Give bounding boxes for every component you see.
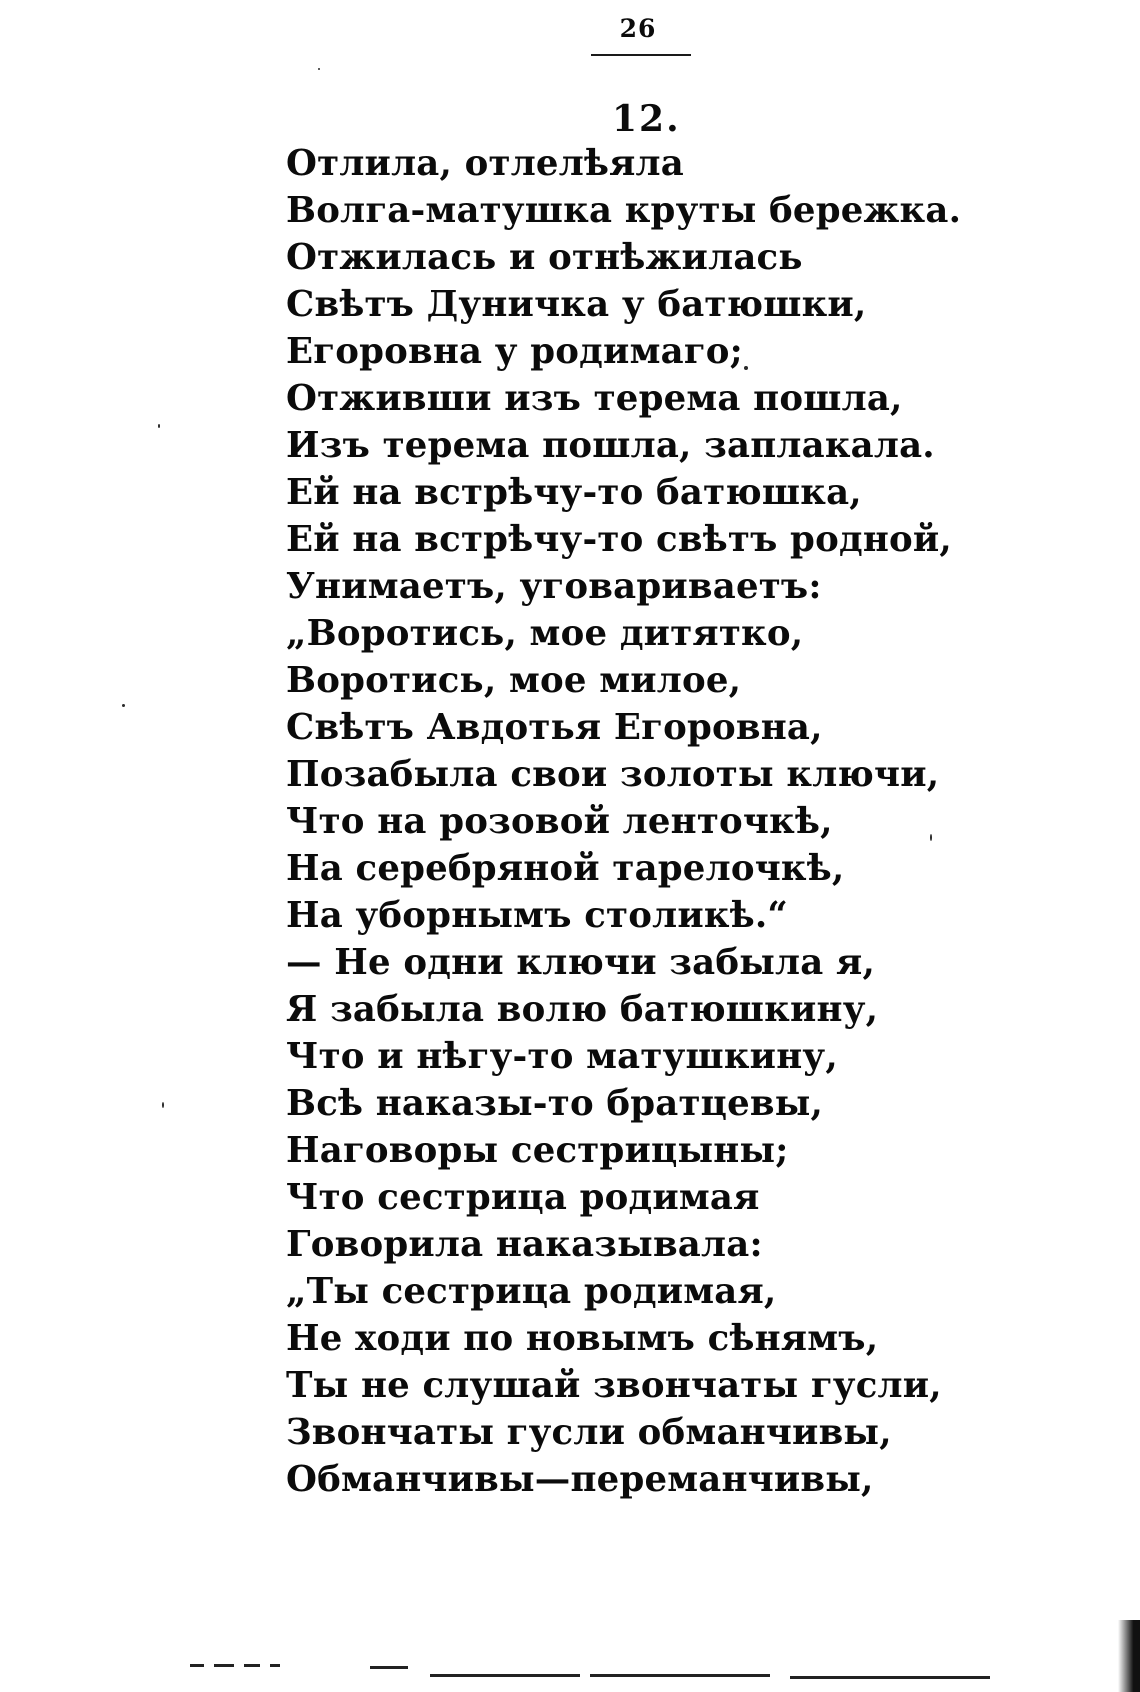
verse-line: Свѣтъ Авдотья Егоровна,: [286, 707, 823, 748]
verse-line: Отлила, отлелѣяла: [286, 143, 684, 184]
verse-line: Что и нѣгу-то матушкину,: [286, 1036, 838, 1077]
verse-line: Наговоры сестрицыны;: [286, 1130, 789, 1171]
poem-number: 12.: [612, 98, 681, 140]
verse-line: На уборнымъ столикѣ.“: [286, 895, 789, 936]
scan-edge-shadow: [1118, 1620, 1140, 1692]
verse-line: Изъ терема пошла, заплакала.: [286, 425, 935, 466]
verse-line: Ей на встрѣчу-то батюшка,: [286, 472, 862, 513]
verse-line: Ты не слушай звончаты гусли,: [286, 1365, 942, 1406]
verse-line: Отжилась и отнѣжилась: [286, 237, 803, 278]
scan-speck: [158, 424, 160, 428]
verse-line: Унимаетъ, уговариваетъ:: [286, 566, 822, 607]
verse-line: Позабыла свои золоты ключи,: [286, 754, 940, 795]
poem-text: [286, 140, 961, 1503]
verse-line: Я забыла волю батюшкину,: [286, 989, 879, 1030]
scan-speck: [162, 1102, 164, 1108]
verse-line: Что сестрица родимая: [286, 1177, 760, 1218]
verse-line: — Не одни ключи забыла я,: [286, 942, 875, 983]
scan-speck: [744, 366, 748, 370]
verse-line: Говорила наказывала:: [286, 1224, 763, 1265]
verse-line: „Воротись, мое дитятко,: [286, 613, 804, 654]
scan-speck: [930, 834, 932, 841]
page-number-rule: [591, 54, 691, 56]
verse-line: „Ты сестрица родимая,: [286, 1271, 777, 1312]
verse-line: Всѣ наказы-то братцевы,: [286, 1083, 824, 1124]
verse-line: Свѣтъ Дуничка у батюшки,: [286, 284, 867, 325]
verse-line: Звончаты гусли обманчивы,: [286, 1412, 892, 1453]
scan-bottom-artifacts: [190, 1660, 1070, 1680]
verse-line: Егоровна у родимаго;: [286, 331, 743, 372]
verse-line: Воротись, мое милое,: [286, 660, 742, 701]
page-number: 26: [619, 14, 657, 43]
verse-line: Отживши изъ терема пошла,: [286, 378, 903, 419]
verse-line: На серебряной тарелочкѣ,: [286, 848, 845, 889]
verse-line: Не ходи по новымъ сѣнямъ,: [286, 1318, 879, 1359]
verse-line: Обманчивы—переманчивы,: [286, 1459, 874, 1500]
scan-speck: [122, 704, 125, 707]
verse-line: Ей на встрѣчу-то свѣтъ родной,: [286, 519, 952, 560]
verse-line: Что на розовой ленточкѣ,: [286, 801, 833, 842]
verse-line: Волга-матушка круты бережка.: [286, 190, 962, 231]
scan-speck: [318, 68, 320, 70]
